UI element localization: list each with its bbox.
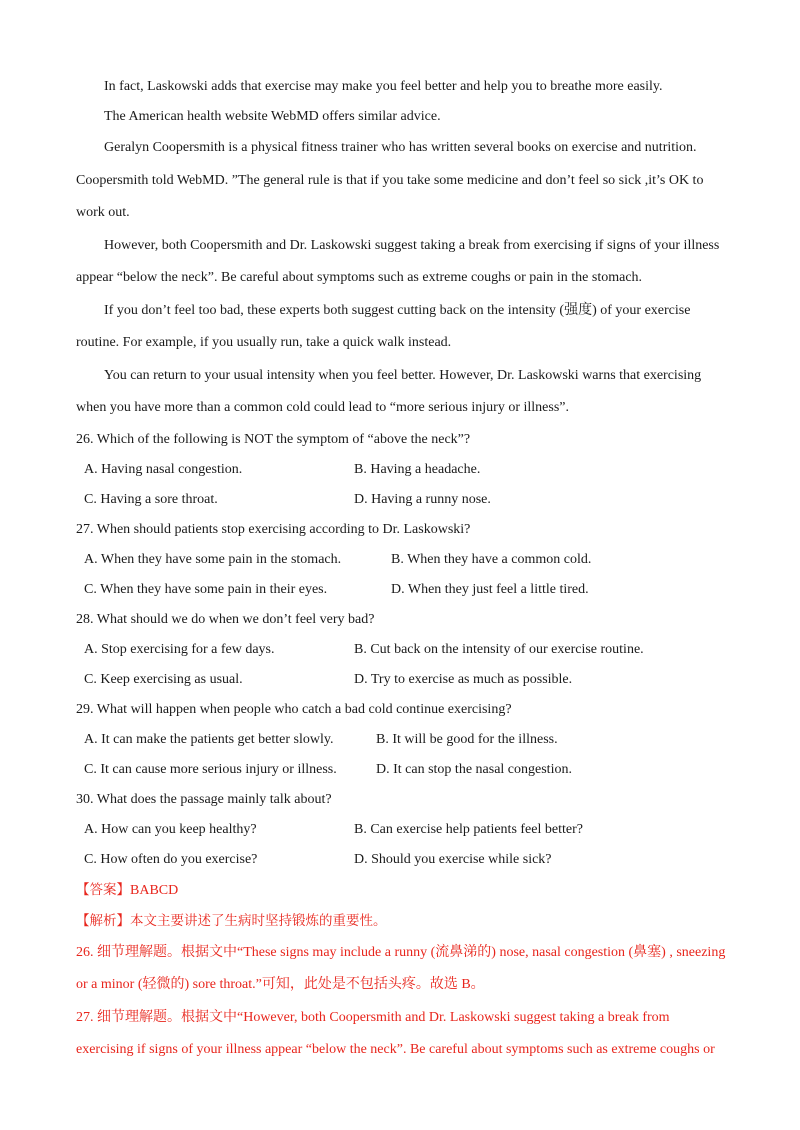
question-stem: 29. What will happen when people who catch a bad cold continue exercising? <box>76 701 512 717</box>
option-a: A. When they have some pain in the stomach. <box>84 551 342 567</box>
question-27 <box>76 515 726 605</box>
option-b: B. Cut back on the intensity of our exercise routine. <box>354 641 644 657</box>
option-b: B. Having a headache. <box>354 461 481 477</box>
analysis-item-27: 27. 细节理解题。根据文中“However, both Coopersmith and Dr. Laskowski suggest taking a break from exercising if signs of your illness appear “below the neck”. Be careful about symptoms such as extreme coughs or <box>76 1009 715 1057</box>
option-a: A. Stop exercising for a few days. <box>84 641 275 657</box>
analysis-item-26: 26. 细节理解题。根据文中“These signs may include a runny (流鼻涕的) nose, nasal congestion (鼻塞) , sneezing or a minor (轻微的) sore throat.”可知，此处是不包括头疼。故选 B。 <box>76 944 726 992</box>
passage-paragraph-6: You can return to your usual intensity when you feel better. However, Dr. Laskowski warns that exercising when you have more than a common cold could lead to “more serious injury or illness”. <box>76 367 702 415</box>
question-options <box>76 635 726 695</box>
answer-tag: 【答案】 <box>76 881 130 898</box>
option-d: D. Try to exercise as much as possible. <box>354 671 573 687</box>
option-c: C. It can cause more serious injury or illness. <box>84 761 337 777</box>
question-28 <box>76 605 726 695</box>
answer-line <box>76 875 726 906</box>
option-c: C. How often do you exercise? <box>84 851 258 867</box>
option-c: C. Keep exercising as usual. <box>84 671 243 687</box>
passage-paragraph-4: However, both Coopersmith and Dr. Laskowski suggest taking a break from exercising if signs of your illness appear “below the neck”. Be careful about symptoms such as extreme coughs or pain in the stomach. <box>76 237 720 285</box>
option-b: B. It will be good for the illness. <box>376 731 558 747</box>
question-26 <box>76 425 726 515</box>
question-stem: 28. What should we do when we don’t feel very bad? <box>76 611 375 627</box>
option-d: D. It can stop the nasal congestion. <box>376 761 572 777</box>
analysis-summary: 本文主要讲述了生病时坚持锻炼的重要性。 <box>130 912 387 929</box>
answer-value: BABCD <box>130 882 179 898</box>
option-d: D. When they just feel a little tired. <box>391 581 589 597</box>
question-29 <box>76 695 726 785</box>
question-stem: 30. What does the passage mainly talk about? <box>76 791 332 807</box>
question-options <box>76 725 726 785</box>
passage-paragraph-3: Geralyn Coopersmith is a physical fitness trainer who has written several books on exercise and nutrition. Coopersmith told WebMD. ”The general rule is that if you take some medicine and don’t feel so sick ,it’s OK to work out. <box>76 140 704 220</box>
option-c: C. When they have some pain in their eyes. <box>84 581 328 597</box>
analysis-summary-line <box>76 906 726 937</box>
option-a: A. Having nasal congestion. <box>84 461 243 477</box>
passage-paragraph-5: If you don’t feel too bad, these experts both suggest cutting back on the intensity (强度) of your exercise routine. For example, if you usually run, take a quick walk instead. <box>76 302 691 350</box>
question-options <box>76 815 726 875</box>
question-options <box>76 455 726 515</box>
option-b: B. When they have a common cold. <box>391 551 592 567</box>
option-a: A. How can you keep healthy? <box>84 821 257 837</box>
analysis-tag: 【解析】 <box>76 912 130 929</box>
passage-paragraph-2: The American health website WebMD offers similar advice. <box>104 109 441 124</box>
option-a: A. It can make the patients get better slowly. <box>84 731 334 747</box>
question-stem: 27. When should patients stop exercising according to Dr. Laskowski? <box>76 521 471 537</box>
question-stem: 26. Which of the following is NOT the symptom of “above the neck”? <box>76 431 471 447</box>
question-options <box>76 545 726 605</box>
option-c: C. Having a sore throat. <box>84 491 218 507</box>
option-b: B. Can exercise help patients feel better? <box>354 821 583 837</box>
option-d: D. Should you exercise while sick? <box>354 851 552 867</box>
document-page <box>76 72 726 1067</box>
question-30 <box>76 785 726 875</box>
option-d: D. Having a runny nose. <box>354 491 491 507</box>
passage-paragraph-1: In fact, Laskowski adds that exercise may make you feel better and help you to breathe more easily. <box>104 79 663 94</box>
